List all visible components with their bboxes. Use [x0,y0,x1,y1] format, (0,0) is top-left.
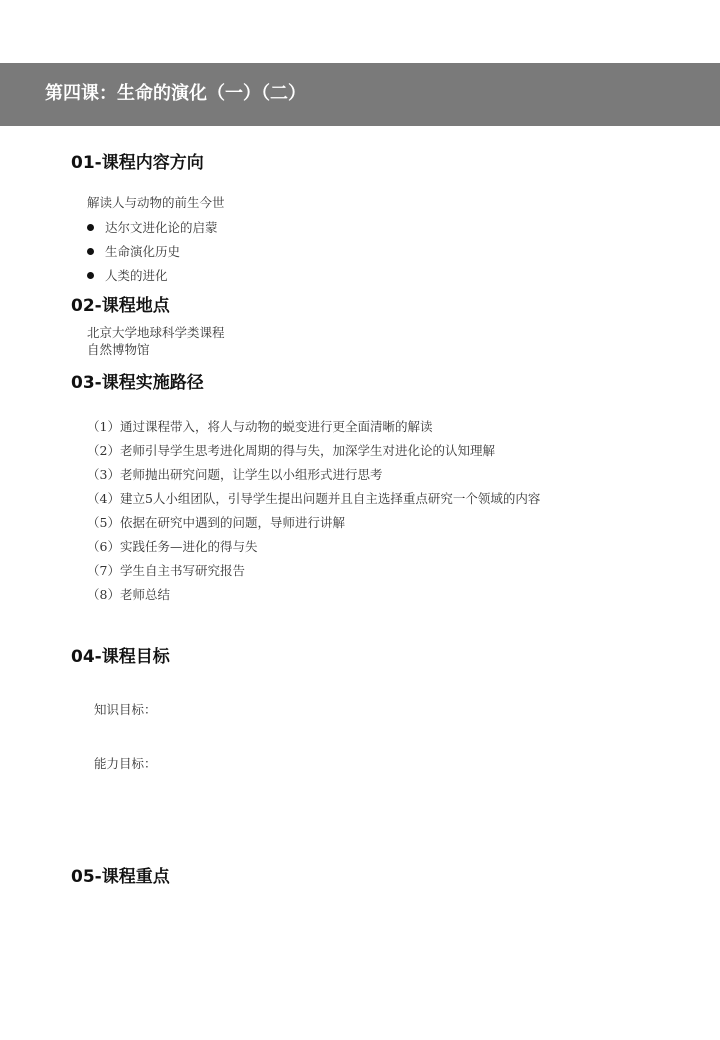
ability-goal-label: 能力目标： [94,756,157,771]
section-heading-05: 05-课程重点 [71,867,170,887]
step-item: （4）建立5人小组团队，引导学生提出问题并且自主选择重点研究一个领域的内容 [87,491,541,506]
list-item-label: 生命演化历史 [105,244,181,259]
step-item: （1）通过课程带入，将人与动物的蜕变进行更全面清晰的解读 [87,419,433,434]
step-item: （5）依据在研究中遇到的问题，导师进行讲解 [87,515,345,530]
step-item: （3）老师抛出研究问题，让学生以小组形式进行思考 [87,467,383,482]
location-line: 北京大学地球科学类课程 [87,325,225,340]
list-item-label: 达尔文进化论的启蒙 [105,220,218,235]
location-line: 自然博物馆 [87,342,150,357]
bullet-icon [87,224,94,231]
section-heading-04: 04-课程目标 [71,647,170,667]
list-item [87,243,180,259]
knowledge-goal-label: 知识目标： [94,702,157,717]
list-item [87,267,168,283]
step-item: （8）老师总结 [87,587,170,602]
list-item [87,219,218,235]
section-01-intro: 解读人与动物的前生今世 [87,195,225,210]
step-item: （2）老师引导学生思考进化周期的得与失，加深学生对进化论的认知理解 [87,443,495,458]
section-heading-03: 03-课程实施路径 [71,373,204,393]
section-heading-02: 02-课程地点 [71,296,170,316]
page-title: 第四课：生命的演化（一）（二） [45,83,306,104]
step-item: （6）实践任务—进化的得与失 [87,539,258,554]
section-heading-01: 01-课程内容方向 [71,153,204,173]
bullet-icon [87,272,94,279]
title-bar [0,63,720,126]
step-item: （7）学生自主书写研究报告 [87,563,245,578]
bullet-icon [87,248,94,255]
list-item-label: 人类的进化 [105,268,168,283]
